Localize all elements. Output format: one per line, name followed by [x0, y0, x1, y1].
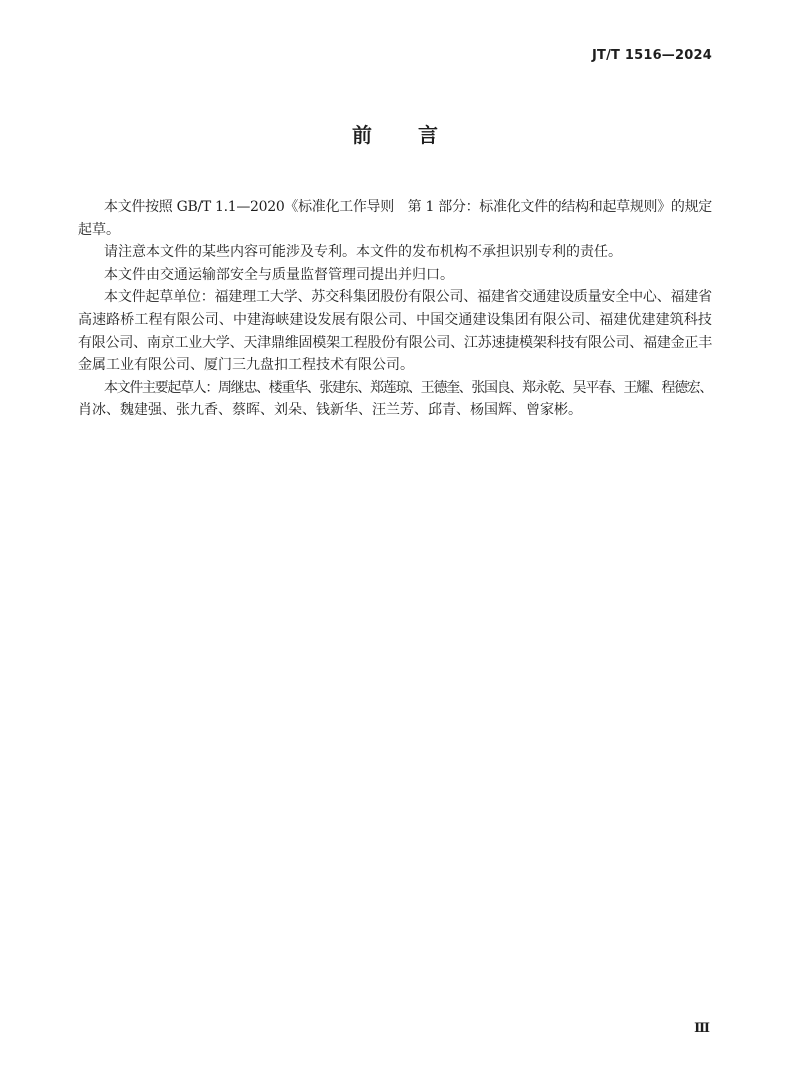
standard-code: JT/T 1516—2024: [591, 48, 712, 63]
preface-body: [78, 196, 712, 422]
paragraph-drafting-rules: [78, 196, 712, 241]
paragraph-line: 金属工业有限公司、厦门三九盘扣工程技术有限公司。: [78, 357, 414, 374]
paragraph-line: 本文件由交通运输部安全与质量监督管理司提出并归口。: [104, 266, 454, 283]
paragraph-patent-notice: [78, 241, 712, 264]
paragraph-line: 起草。: [78, 221, 120, 238]
paragraph-line: 肖冰、魏建强、张九香、蔡晖、刘朵、钱新华、汪兰芳、邱青、杨国辉、曾家彬。: [78, 402, 582, 419]
page-number: Ⅲ: [694, 1021, 710, 1036]
paragraph-line: 本文件按照 GB/T 1.1—2020《标准化工作导则 第 1 部分：标准化文件的结构和起草规则》的规定: [104, 199, 712, 215]
paragraph-line: 本文件起草单位：福建理工大学、苏交科集团股份有限公司、福建省交通建设质量安全中心、福建省: [104, 289, 712, 306]
paragraph-drafting-organizations: [78, 286, 712, 376]
paragraph-line: 本文件主要起草人：周继忠、楼重华、张建东、郑莲琼、王德奎、张国良、郑永乾、吴平春、王耀、程德宏、: [104, 379, 712, 396]
paragraph-line: 高速路桥工程有限公司、中建海峡建设发展有限公司、中国交通建设集团有限公司、福建优建建筑科技: [78, 311, 712, 328]
paragraph-drafters: [78, 377, 712, 422]
paragraph-proposer: [78, 264, 712, 287]
paragraph-line: 请注意本文件的某些内容可能涉及专利。本文件的发布机构不承担识别专利的责任。: [104, 244, 622, 261]
paragraph-line: 有限公司、南京工业大学、天津鼎维固模架工程股份有限公司、江苏速捷模架科技有限公司、福建金正丰: [78, 334, 712, 351]
page-title: 前言: [352, 123, 484, 147]
